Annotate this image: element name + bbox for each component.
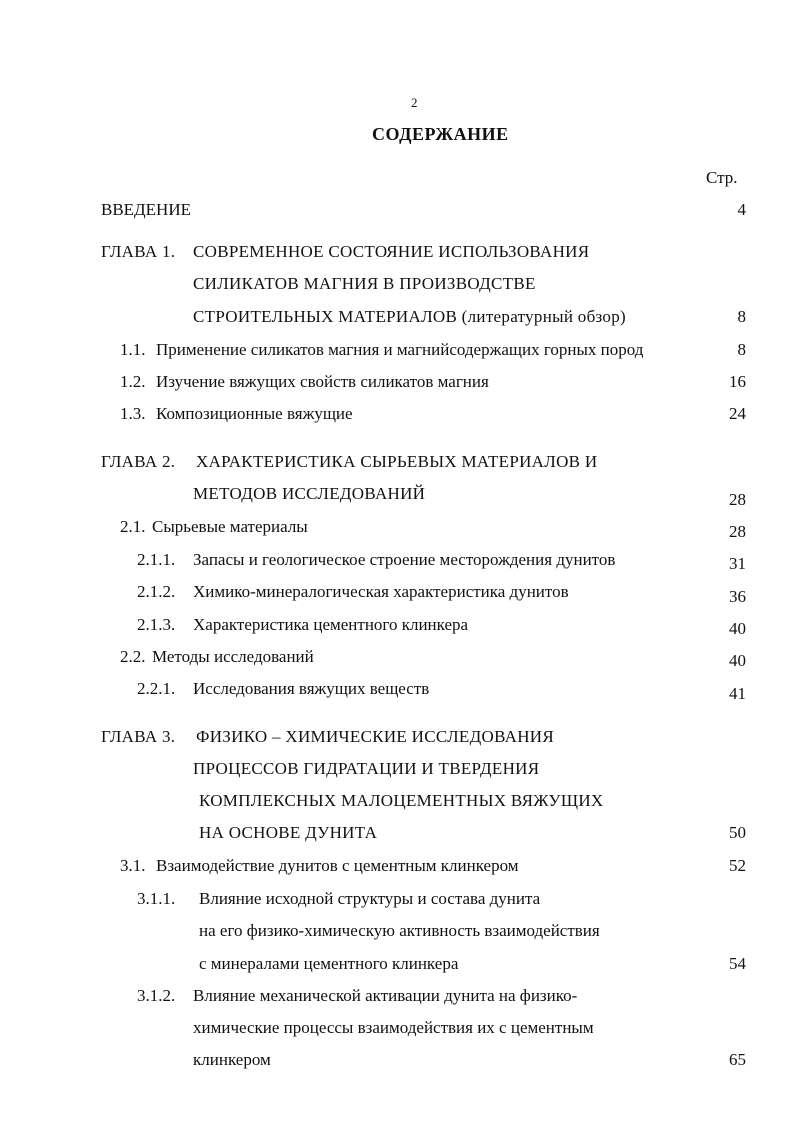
- toc-section-3-1-2-title-line1: Влияние механической активации дунита на физико-: [193, 986, 578, 1005]
- toc-section-3-1-page: 52: [729, 856, 746, 875]
- toc-section-2-1-3-title: Характеристика цементного клинкера: [193, 615, 469, 634]
- toc-section-3-1-2-number: 3.1.2.: [137, 986, 176, 1005]
- toc-chapter-1-title-line2: СИЛИКАТОВ МАГНИЯ В ПРОИЗВОДСТВЕ: [193, 274, 536, 293]
- toc-section-2-1-2-page: 36: [729, 587, 746, 606]
- toc-chapter-3-title-line3: КОМПЛЕКСНЫХ МАЛОЦЕМЕНТНЫХ ВЯЖУЩИХ: [199, 791, 604, 810]
- toc-section-3-1-1-title-line3: с минералами цементного клинкера: [199, 954, 459, 973]
- toc-section-2-2-1-number: 2.2.1.: [137, 679, 176, 698]
- toc-section-3-1-title: Взаимодействие дунитов с цементным клинкером: [156, 856, 519, 875]
- toc-section-2-1-page: 28: [729, 522, 746, 541]
- toc-section-2-1-1-title: Запасы и геологическое строение месторождения дунитов: [193, 550, 616, 569]
- toc-chapter-1-label: ГЛАВА 1.: [101, 242, 176, 261]
- toc-chapter-2-title-line1: ХАРАКТЕРИСТИКА СЫРЬЕВЫХ МАТЕРИАЛОВ И: [196, 452, 598, 471]
- toc-section-1-2-page: 16: [729, 372, 746, 391]
- toc-section-3-1-2-page: 65: [729, 1050, 746, 1069]
- toc-section-2-1-title: Сырьевые материалы: [152, 517, 308, 536]
- toc-section-1-2-number: 1.2.: [120, 372, 146, 391]
- toc-section-2-2-number: 2.2.: [120, 647, 146, 666]
- toc-section-3-1-1-number: 3.1.1.: [137, 889, 176, 908]
- toc-chapter-1-title-line1: СОВРЕМЕННОЕ СОСТОЯНИЕ ИСПОЛЬЗОВАНИЯ: [193, 242, 590, 261]
- toc-section-2-2-title: Методы исследований: [152, 647, 314, 666]
- toc-section-2-1-2-number: 2.1.2.: [137, 582, 176, 601]
- toc-chapter-1-title-line3: СТРОИТЕЛЬНЫХ МАТЕРИАЛОВ (литературный обзор): [193, 307, 626, 326]
- toc-chapter-2-title-line2: МЕТОДОВ ИССЛЕДОВАНИЙ: [193, 484, 426, 503]
- toc-section-1-1-page: 8: [737, 340, 746, 359]
- toc-section-2-1-3-number: 2.1.3.: [137, 615, 176, 634]
- toc-entry-intro-page: 4: [737, 200, 746, 219]
- toc-section-1-3-page: 24: [729, 404, 746, 423]
- toc-section-2-1-1-number: 2.1.1.: [137, 550, 176, 569]
- toc-chapter-2-label: ГЛАВА 2.: [101, 452, 176, 471]
- toc-section-3-1-1-title-line1: Влияние исходной структуры и состава дунита: [199, 889, 541, 908]
- toc-section-1-3-title: Композиционные вяжущие: [156, 404, 353, 423]
- toc-section-1-3-number: 1.3.: [120, 404, 146, 423]
- toc-section-3-1-1-page: 54: [729, 954, 746, 973]
- toc-chapter-2-page: 28: [729, 490, 746, 509]
- toc-section-2-2-1-title: Исследования вяжущих веществ: [193, 679, 430, 698]
- page-title: СОДЕРЖАНИЕ: [372, 124, 509, 144]
- toc-section-2-1-number: 2.1.: [120, 517, 146, 536]
- toc-section-2-2-1-page: 41: [729, 684, 746, 703]
- toc-section-3-1-2-title-line3: клинкером: [193, 1050, 271, 1069]
- toc-section-2-2-page: 40: [729, 651, 746, 670]
- toc-chapter-3-title-line2: ПРОЦЕССОВ ГИДРАТАЦИИ И ТВЕРДЕНИЯ: [193, 759, 540, 778]
- toc-section-1-2-title: Изучение вяжущих свойств силикатов магния: [156, 372, 489, 391]
- toc-section-3-1-2-title-line2: химические процессы взаимодействия их с цементным: [193, 1018, 594, 1037]
- toc-section-1-1-title: Применение силикатов магния и магнийсодержащих горных пород: [156, 340, 644, 359]
- toc-chapter-1-page: 8: [737, 307, 746, 326]
- toc-chapter-3-title-line4: НА ОСНОВЕ ДУНИТА: [199, 823, 378, 842]
- page-number: 2: [411, 95, 418, 110]
- page-column-label: Стр.: [706, 168, 738, 187]
- toc-entry-intro-title: ВВЕДЕНИЕ: [101, 200, 191, 219]
- toc-section-2-1-1-page: 31: [729, 554, 746, 573]
- toc-section-2-1-3-page: 40: [729, 619, 746, 638]
- toc-section-1-1-number: 1.1.: [120, 340, 146, 359]
- toc-chapter-3-label: ГЛАВА 3.: [101, 727, 176, 746]
- toc-section-2-1-2-title: Химико-минералогическая характеристика дунитов: [193, 582, 569, 601]
- toc-section-3-1-1-title-line2: на его физико-химическую активность взаимодействия: [199, 921, 600, 940]
- toc-section-3-1-number: 3.1.: [120, 856, 146, 875]
- toc-chapter-3-title-line1: ФИЗИКО – ХИМИЧЕСКИЕ ИССЛЕДОВАНИЯ: [196, 727, 555, 746]
- toc-chapter-3-page: 50: [729, 823, 746, 842]
